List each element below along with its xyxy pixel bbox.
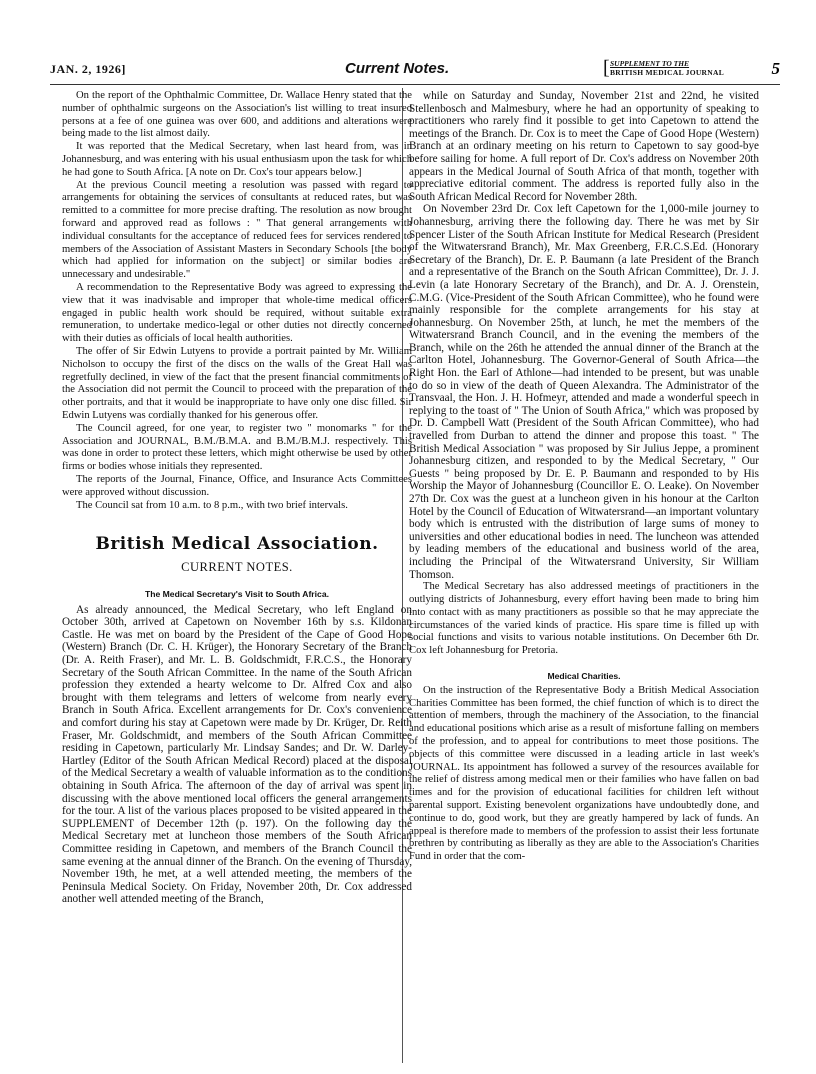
- supplement-label: [603, 57, 725, 79]
- header-rule: [50, 84, 780, 85]
- article-title: The Medical Secretary's Visit to South Africa.: [144, 588, 329, 599]
- supplement-bracket: [: [603, 57, 610, 79]
- right-column: [409, 90, 759, 864]
- paragraph: At the previous Council meeting a resolution was passed with regard to arrangements for obtaining the services of consultants at reduced rates, but was remitted to a committee for more precise drafting. The resolution as now brought forward and approved read as follows : " That general arrangements with individual consultants for the acceptance of reduced fees for services rendered to members of the Association of Assistant Masters in Secondary Schools [the body which had applied for information on the subject] or similar bodies are unnecessary and undesirable.": [62, 179, 412, 281]
- issue-date: JAN. 2, 1926]: [50, 62, 126, 76]
- paragraph: A recommendation to the Representative Body was agreed to expressing the view that it was inadvisable and improper that whole-time medical officers engaged in public health work should be required, without suitable extra remuneration, to undertake medico-legal or other duties not directly concerned with their duties as officials of local health authorities.: [62, 281, 412, 345]
- charities-title: Medical Charities.: [547, 670, 621, 681]
- section-subheading: CURRENT NOTES.: [181, 560, 293, 575]
- page-header: [50, 57, 780, 84]
- paragraph: The Medical Secretary has also addressed meetings of practitioners in the outlying districts of Johannesburg, every effort having been made to bring him into contact with as many practitioners as possible so that he may appreciate the circumstances of the varied kinds of practice. His spare time is filled up with social functions and visits to various notable institutions. On December 6th Dr. Cox left Johannesburg for Pretoria.: [409, 581, 759, 657]
- supplement-line-2: BRITISH MEDICAL JOURNAL: [610, 68, 725, 77]
- left-column: [62, 90, 412, 906]
- paragraph: On November 23rd Dr. Cox left Capetown for the 1,000-mile journey to Johannesburg, arriving there the following day. There he was met by Sir Spencer Lister of the South African Institute for Medical Research (President of the Witwatersrand Branch), Mr. Max Greenberg, F.R.C.S.Ed. (Honorary Secretary of the Branch), Dr. E. P. Baumann (a late President of the Branch and a representative of the Branch on the South African Committee), Dr. J. J. Levin (a late Honorary Secretary of the Branch), and Dr. A. J. Orenstein, C.M.G. (Vice-President of the South African Committee), who he found were mainly responsible for the complete arrangements for his stay at Johannesburg. On November 25th, at lunch, he met the members of the Witwatersrand Branch Council, and in the evening the members of the Branch, while on the 26th he attended the annual dinner of the Branch at the Carlton Hotel, Johannesburg. The Governor-General of South Africa—the Right Hon. the Earl of Athlone—had intended to be present, but was unable to do so in view of the death of Queen Alexandra. The Administrator of the Transvaal, the Hon. J. H. Hofmeyr, attended and made a wonderful speech in replying to the toast of " The Union of South Africa," which was proposed by Dr. D. Campbell Watt (President of the South African Committee), who had travelled from Durban to attend the dinner and propose this toast. " The British Medical Association " was proposed by Sir Julius Jeppe, a prominent Johannesburg citizen, and responded to by the Medical Secretary, " Our Guests " being proposed by Dr. E. P. Baumann and responded to by His Worship the Mayor of Johannesburg (Councillor E. O. Leake). On November 27th Dr. Cox was the guest at a luncheon given in his honour at the Carlton Hotel by the Council of Education of Witwatersrand—an important voluntary body which is entrusted with the distribution of large sums of money to universities and other educational bodies in need. The luncheon was attended by leading members of the educational and business world of the area, including the Principal of the Witwatersrand University, Sir William Thomson.: [409, 203, 759, 581]
- paragraph: The Council sat from 10 a.m. to 8 p.m., with two brief intervals.: [76, 499, 348, 511]
- paragraph: On the report of the Ophthalmic Committee, Dr. Wallace Henry stated that the number of ophthalmic surgeons on the Association's list willing to treat insured persons at a fee of one guinea was over 600, and additions and alterations were being made to the list almost daily.: [62, 90, 412, 140]
- paragraph: The Council agreed, for one year, to register two " monomarks " for the Association and JOURNAL, B.M./B.M.A. and B.M./B.M.J. respectively. This was done in order to protect these letters, which might otherwise be used by other firms or bodies whose initials they represented.: [62, 422, 412, 473]
- running-title: Current Notes.: [345, 60, 450, 77]
- paragraph: The offer of Sir Edwin Lutyens to provide a portrait painted by Mr. William Nicholson to occupy the first of the discs on the walls of the Great Hall was regretfully declined, in view of the fact that the present financial commitments of the Association did not permit the Council to proceed with the preparation of the other portraits, and that it would be inappropriate to have only one disc filled. Sir Edwin Lutyens was cordially thanked for his generous offer.: [62, 345, 412, 421]
- paragraph: It was reported that the Medical Secretary, when last heard from, was in Johannesburg, and was entering with his usual enthusiasm upon the task for which he had gone to South Africa. [A note on Dr. Cox's tour appears below.]: [62, 141, 412, 178]
- paragraph: The reports of the Journal, Finance, Office, and Insurance Acts Committees were approved without discussion.: [62, 473, 412, 498]
- charities-paragraph: On the instruction of the Representative Body a British Medical Association Charities Committee has been formed, the chief function of which is to direct the attention of members, through the machinery of the Association, to the financial and educational positions which arise as a result of misfortune falling on members of the profession, and to appeal for contributions to meet those positions. The objects of this committee were discussed in a leading article in last week's JOURNAL. Its appointment has followed a survey of the resources available for the relief of distress among medical men or their families who have fallen on bad times and for the provision of educational facilities for children left without parental support. Existing benevolent organizations have undoubtedly done, and continue to do, good work, but they are greatly hampered by lack of funds. An appeal is therefore made to members of the profession to assist their less fortunate brethren by contributing as liberally as they are able to the Association's Charities Fund in order that the com-: [409, 684, 759, 863]
- article-paragraph: As already announced, the Medical Secretary, who left England on October 30th, arrived at Capetown on November 16th by s.s. Kildonan Castle. He was met on board by the President of the Cape of Good Hope (Western) Branch (Dr. C. H. Krüger), the Honorary Secretary of the Branch (Dr. A. Reith Fraser), and Mr. L. B. Goldschmidt, F.R.C.S., the Honorary Secretary of the South African Committee. In the name of the South African profession they extended a hearty welcome to Dr. Alfred Cox and also brought with them telegrams and letters of welcome from nearly every Branch in South Africa. Excellent arrangements for Dr. Cox's convenience and comfort during his stay at Capetown were made by Dr. Krüger, Dr. Reith Fraser, Mr. Goldschmidt, and members of the South African Committee residing in Capetown, particularly Mr. Lindsay Sandes; and Dr. W. Darley-Hartley (Editor of the South African Medical Record) placed at the disposal of the Medical Secretary a wealth of valuable information as to the conditions obtaining in South Africa. The afternoon of the day of arrival was spent in discussing with the above mentioned local officers the general arrangements for the tour. A list of the various places proposed to be visited appeared in the SUPPLEMENT of December 12th (p. 197). On the following day the Medical Secretary met at luncheon those members of the South African Committee residing in Capetown, and members of the Branch Council the same evening at the annual dinner of the Branch. On the evening of Thursday, November 19th, he met, at a well attended meeting, the members of the Peninsula Medical Society. On Friday, November 20th, Dr. Cox addressed another well attended meeting of the Branch,: [62, 603, 412, 906]
- section-heading: British Medical Association.: [95, 534, 379, 555]
- supplement-line-1: SUPPLEMENT TO THE: [610, 59, 690, 68]
- paragraph: while on Saturday and Sunday, November 21st and 22nd, he visited Stellenbosch and Malmesbury, where he had an opportunity of speaking to practitioners who rarely find it possible to get into Capetown to attend the meetings of the Branch. Dr. Cox is to meet the Cape of Good Hope (Western) Branch at an ordinary meeting on his return to Capetown to say good-bye before sailing for home. A full report of Dr. Cox's address on November 20th appears in the Medical Journal of South Africa of that month, together with appreciative editorial comment. The address is reported fully also in the South African Medical Record for November 28th.: [409, 90, 759, 203]
- page-number: 5: [771, 59, 780, 78]
